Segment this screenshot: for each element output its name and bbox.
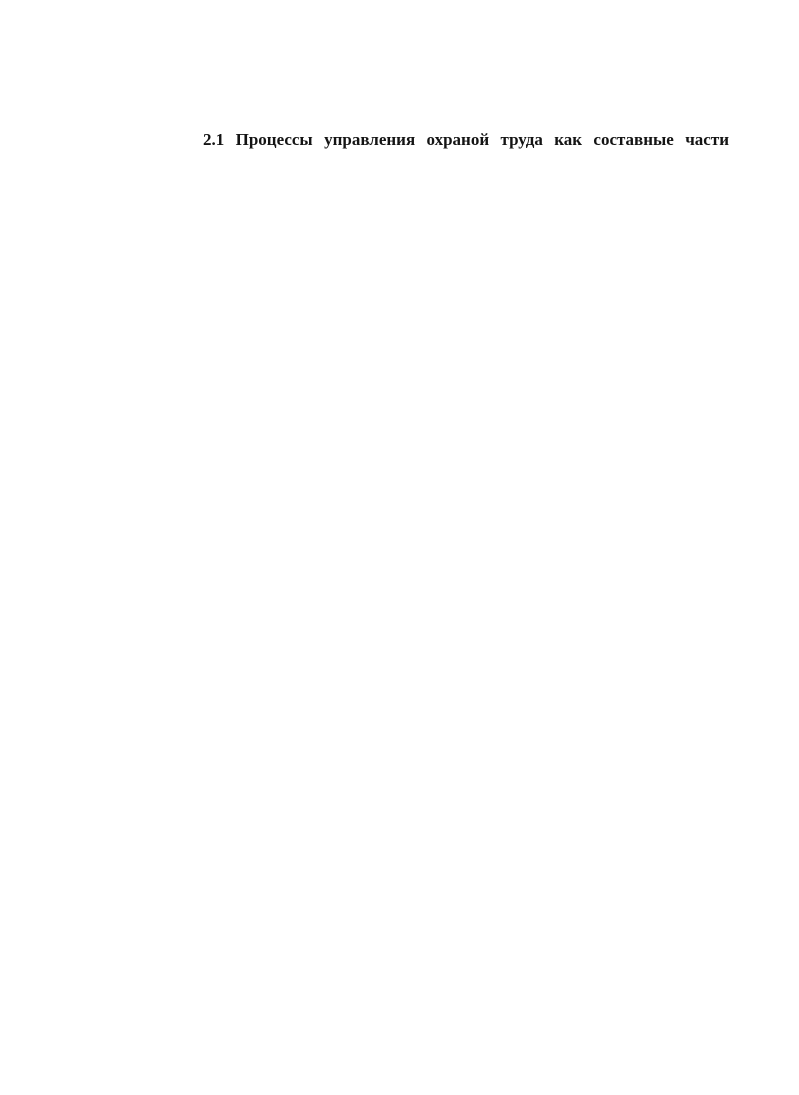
toc-entry-2-1-title: 2.1 Процессы управления охраной труда как составные части: [203, 130, 729, 149]
